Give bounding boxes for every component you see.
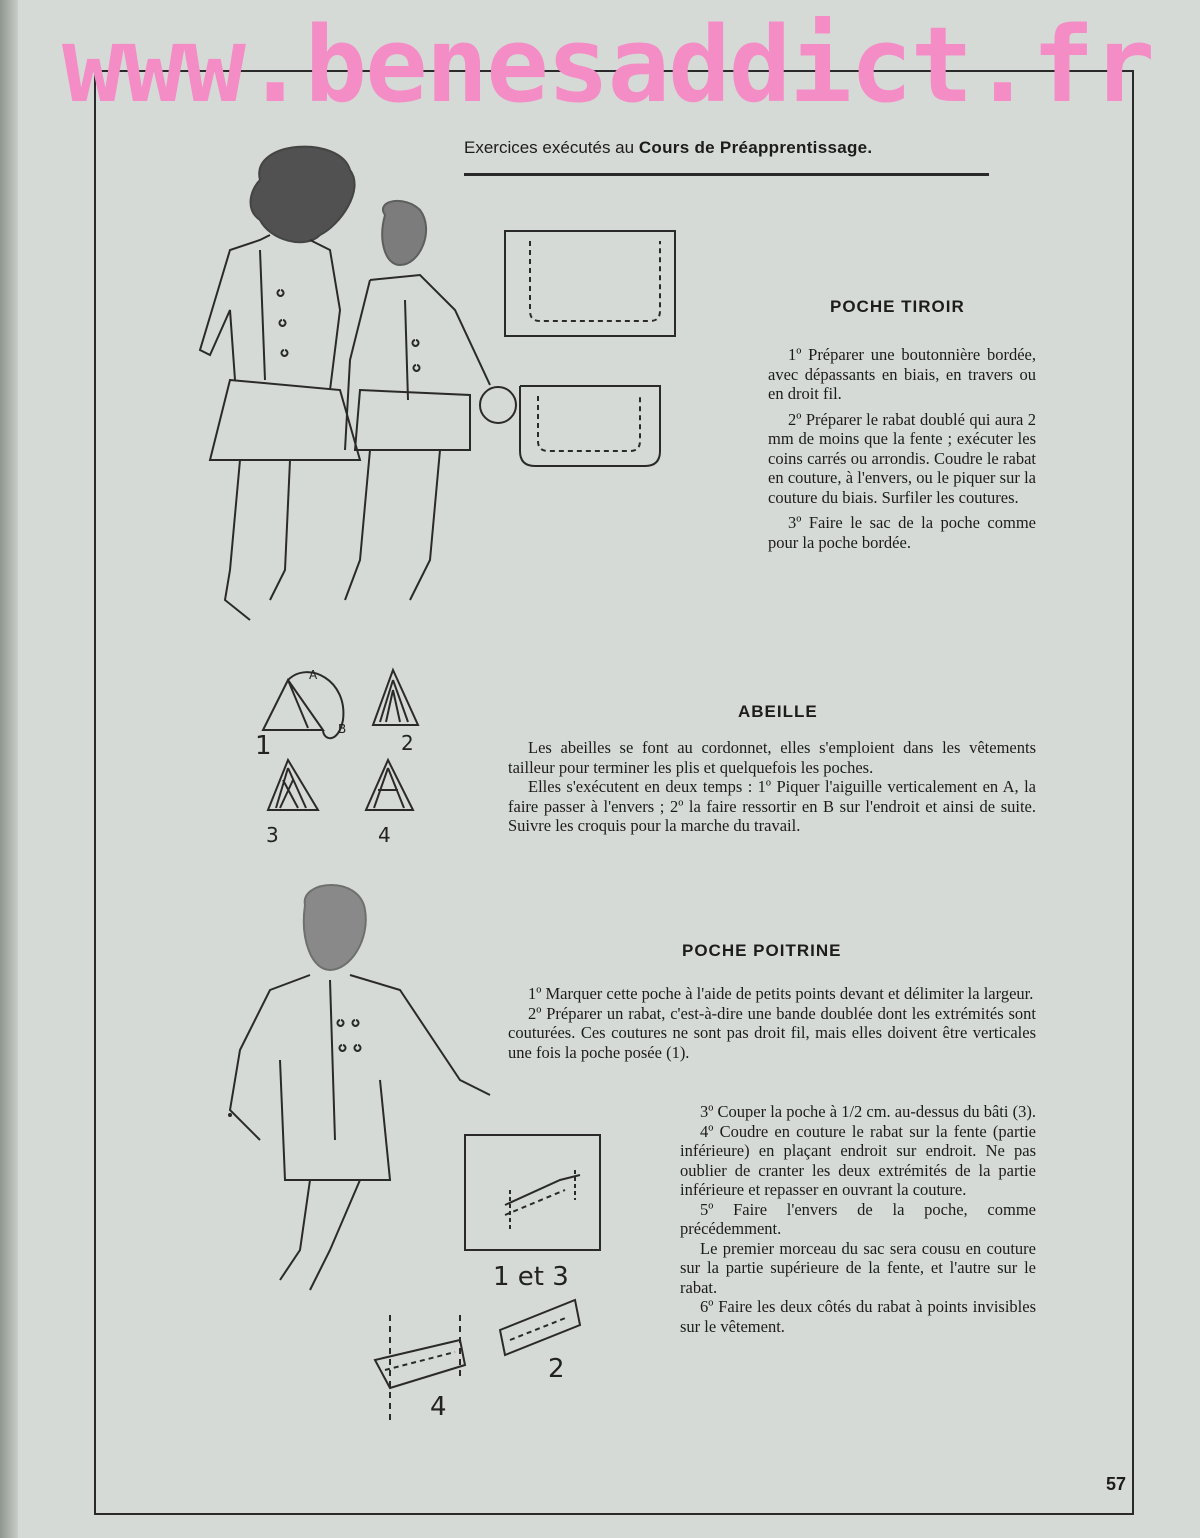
children-illustration bbox=[190, 140, 530, 630]
poche-poitrine-step-5: 5º Faire l'envers de la poche, comme précédemment. bbox=[680, 1199, 1036, 1238]
abeille-label-2: 2 bbox=[401, 731, 414, 755]
abeille-label-a: A bbox=[309, 668, 318, 682]
page-binding-shadow bbox=[0, 0, 18, 1538]
abeille-label-3: 3 bbox=[266, 823, 279, 847]
poche-poitrine-note: Le premier morceau du sac sera cousu en couture sur la partie supérieure de la fente, et l'autre sur le rabat. bbox=[680, 1238, 1036, 1297]
poitrine-label-4: 4 bbox=[430, 1392, 447, 1422]
abeille-label-1: 1 bbox=[255, 731, 272, 761]
poitrine-label-2: 2 bbox=[548, 1354, 565, 1384]
poche-poitrine-text-wide bbox=[508, 984, 1036, 1068]
page-number: 57 bbox=[1106, 1474, 1127, 1494]
abeille-text bbox=[508, 738, 1036, 842]
watermark: www.benesaddict.fr bbox=[62, 4, 1154, 126]
poche-tiroir-step-3: 3º Faire le sac de la poche comme pour la poche bordée. bbox=[768, 513, 1036, 552]
abeille-paragraph-2: Elles s'exécutent en deux temps : 1º Piquer l'aiguille verticalement en A, la faire passer à l'envers ; 2º la faire ressortir en B sur l'endroit et ainsi de suite. Suivre les croquis pour la marche du travail. bbox=[508, 777, 1036, 835]
poche-poitrine-step-2: 2º Préparer un rabat, c'est-à-dire une bande doublée dont les extrémités sont couturées. Ces coutures ne sont pas droit fil, mais elles doivent être verticales une fois la poche posée (1). bbox=[508, 1003, 1036, 1062]
poche-tiroir-text bbox=[768, 345, 1036, 558]
abeille-title: ABEILLE bbox=[738, 702, 818, 721]
poche-tiroir-step-1: 1º Préparer une boutonnière bordée, avec dépassants en biais, en travers ou en droit fil. bbox=[768, 345, 1036, 403]
poche-poitrine-step-3: 3º Couper la poche à 1/2 cm. au-dessus du bâti (3). bbox=[700, 1102, 1036, 1121]
poche-poitrine-text-narrow bbox=[680, 1102, 1036, 1342]
poche-poitrine-step-4: 4º Coudre en couture le rabat sur la fente (partie inférieure) en plaçant endroit sur endroit. Ne pas oublier de cranter les deux extrémités de la partie inférieure et repasser en ouvrant la couture. bbox=[680, 1121, 1036, 1199]
poitrine-label-1-et-3: 1 et 3 bbox=[493, 1262, 569, 1292]
poche-poitrine-step-1: 1º Marquer cette poche à l'aide de petits points devant et délimiter la largeur. bbox=[528, 984, 1034, 1003]
abeille-label-4: 4 bbox=[378, 823, 391, 847]
poche-tiroir-title: POCHE TIROIR bbox=[830, 297, 965, 316]
poche-poitrine-step-6: 6º Faire les deux côtés du rabat à points invisibles sur le vêtement. bbox=[680, 1297, 1036, 1336]
header-course: Cours de Préapprentissage. bbox=[638, 138, 873, 157]
header-prefix: Exercices exécutés au bbox=[464, 138, 635, 157]
poche-poitrine-diagram bbox=[370, 1130, 610, 1510]
abeille-label-b: B bbox=[338, 722, 347, 736]
pocket-flap-diagram bbox=[500, 226, 680, 476]
page-header bbox=[464, 130, 989, 176]
poche-tiroir-step-2: 2º Préparer le rabat doublé qui aura 2 mm de moins que la fente ; exécuter les coins carrés ou arrondis. Coudre le rabat en couture, à l'envers, ou le piquer sur la couture du biais. Surfiler les coutures. bbox=[768, 409, 1036, 507]
abeille-paragraph-1: Les abeilles se font au cordonnet, elles s'emploient dans les vêtements tailleur pour terminer les plis et quelquefois les poches. bbox=[508, 738, 1036, 777]
poche-poitrine-title: POCHE POITRINE bbox=[682, 941, 842, 960]
